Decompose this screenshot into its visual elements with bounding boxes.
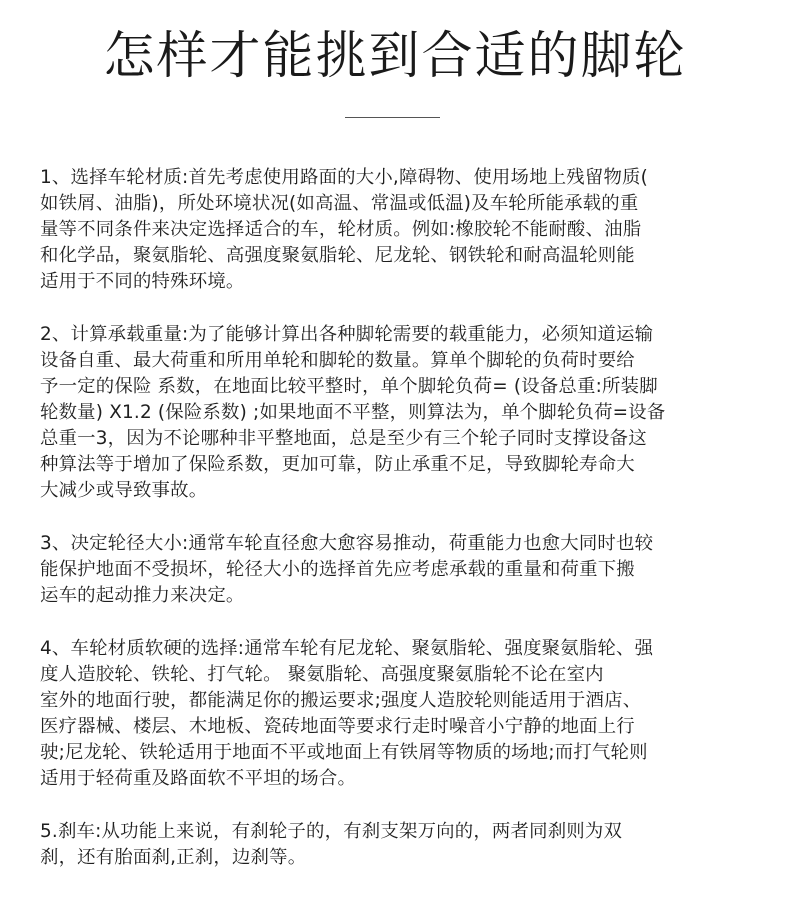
text-line: 量等不同条件来决定选择适合的车，轮材质。例如:橡胶轮不能耐酸、油脂 (40, 219, 642, 240)
text-line: 5.刹车:从功能上来说，有刹轮子的，有刹支架万向的，两者同刹则为双 (40, 821, 623, 842)
text-line: 轮数量) X1.2 (保险系数) ;如果地面不平整，则算法为，单个脚轮负荷=设备 (40, 402, 666, 423)
article-body (40, 165, 752, 898)
text-line: 运车的起动推力来决定。 (40, 585, 245, 606)
text-line: 如铁屑、油脂)，所处环境状况(如高温、常温或低温)及车轮所能承载的重 (40, 193, 639, 214)
section-material (40, 165, 752, 295)
text-line: 室外的地面行驶，都能满足你的搬运要求;强度人造胶轮则能适用于酒店、 (40, 690, 642, 711)
text-line: 种算法等于增加了保险系数，更加可靠，防止承重不足，导致脚轮寿命大 (40, 454, 635, 475)
text-line: 适用于轻荷重及路面软不平坦的场合。 (40, 768, 357, 789)
text-line: 医疗器械、楼层、木地板、瓷砖地面等要求行走时噪音小宁静的地面上行 (40, 716, 635, 737)
text-line: 刹，还有胎面刹,正刹，边刹等。 (40, 847, 307, 868)
text-line: 1、选择车轮材质:首先考虑使用路面的大小,障碍物、使用场地上残留物质( (40, 167, 649, 188)
text-line: 适用于不同的特殊环境。 (40, 271, 245, 292)
section-diameter (40, 531, 752, 609)
text-line: 大减少或导致事故。 (40, 480, 208, 501)
text-line: 和化学品，聚氨脂轮、高强度聚氨脂轮、尼龙轮、钢铁轮和耐高温轮则能 (40, 245, 635, 266)
text-line: 3、决定轮径大小:通常车轮直径愈大愈容易推动，荷重能力也愈大同时也较 (40, 533, 654, 554)
text-line: 设备自重、最大荷重和所用单轮和脚轮的数量。算单个脚轮的负荷时要给 (40, 350, 635, 371)
text-line: 驶;尼龙轮、铁轮适用于地面不平或地面上有铁屑等物质的场地;而打气轮则 (40, 742, 648, 763)
text-line: 4、车轮材质软硬的选择:通常车轮有尼龙轮、聚氨脂轮、强度聚氨脂轮、强 (40, 638, 654, 659)
text-line: 总重一3，因为不论哪种非平整地面，总是至少有三个轮子同时支撑设备这 (40, 428, 647, 449)
section-brake (40, 819, 752, 871)
section-hardness (40, 636, 752, 792)
text-line: 度人造胶轮、铁轮、打气轮。 聚氨脂轮、高强度聚氨脂轮不论在室内 (40, 664, 604, 685)
text-line: 予一定的保险 系数，在地面比较平整时，单个脚轮负荷= (设备总重:所装脚 (40, 376, 658, 397)
page-title: 怎样才能挑到合适的脚轮 (103, 27, 687, 86)
text-line: 2、计算承载重量:为了能够计算出各种脚轮需要的载重能力，必须知道运输 (40, 324, 654, 345)
title-divider (345, 117, 440, 118)
section-load (40, 322, 752, 504)
text-line: 能保护地面不受损坏，轮径大小的选择首先应考虑承载的重量和荷重下搬 (40, 559, 635, 580)
